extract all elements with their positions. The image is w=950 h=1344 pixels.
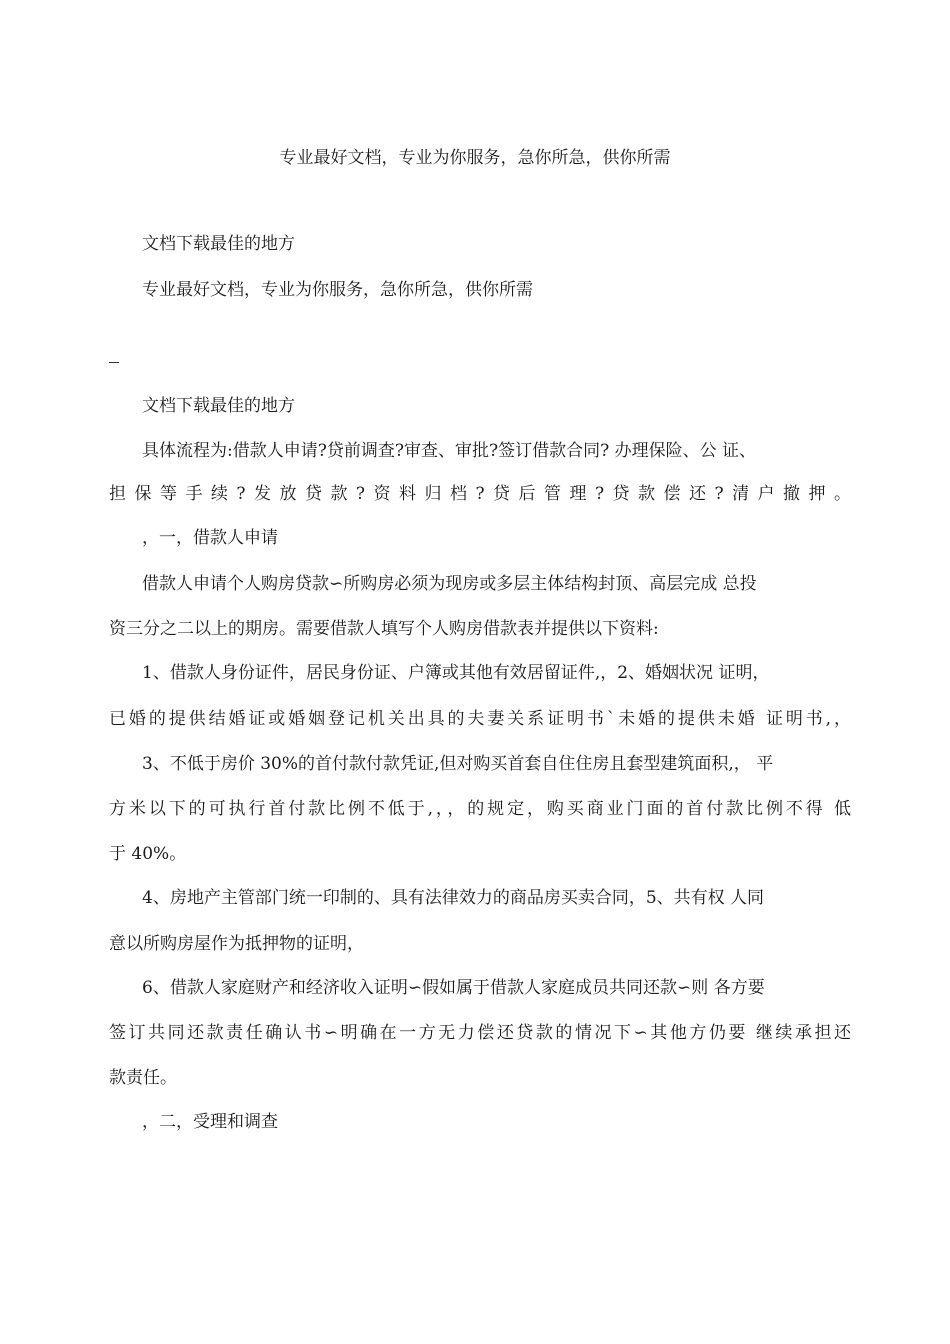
paragraph-line: 3、不低于房价 30%的首付款付款凭证,但对购买首套自住住房且套型建筑面积,， 平 — [142, 754, 774, 774]
paragraph-line: 方米以下的可执行首付款比例不低于,，，的规定，购买商业门面的首付款比例不得 低 — [109, 799, 851, 819]
paragraph-line: 意以所购房屋作为抵押物的证明， — [109, 934, 364, 954]
paragraph-line: 款责任。 — [109, 1068, 177, 1088]
page-header: 专业最好文档，专业为你服务，急你所急，供你所需 — [279, 148, 671, 168]
section-heading: ，一，借款人申请 — [142, 528, 278, 548]
slogan-line: 专业最好文档，专业为你服务，急你所急，供你所需 — [142, 280, 533, 300]
paragraph-line: 具体流程为:借款人申请?贷前调查?审查、审批?签订借款合同? 办理保险、公 证、 — [142, 441, 756, 461]
paragraph-line: 签订共同还款责任确认书∽明确在一方无力偿还贷款的情况下∽其他方仍要 继续承担还 — [109, 1023, 851, 1043]
paragraph-line: 已婚的提供结婚证或婚姻登记机关出具的夫妻关系证明书ˋ未婚的提供未婚 证明书,， — [109, 709, 851, 729]
section-heading: ，二，受理和调查 — [142, 1112, 278, 1132]
site-line: 文档下载最佳的地方 — [142, 234, 295, 254]
paragraph-line: 担保等手续?发放贷款?资料归档?贷后管理?贷款偿还?清户撤押。 — [109, 484, 851, 504]
site-line-2: 文档下载最佳的地方 — [142, 396, 295, 416]
paragraph-line: 借款人申请个人购房贷款∽所购房必须为现房或多层主体结构封顶、高层完成 总投 — [142, 574, 757, 594]
paragraph-line: 资三分之二以上的期房。需要借款人填写个人购房借款表并提供以下资料: — [109, 619, 659, 639]
paragraph-line: 于 40%。 — [109, 844, 187, 864]
paragraph-line: 6、借款人家庭财产和经济收入证明∽假如属于借款人家庭成员共同还款∽则 各方要 — [142, 978, 765, 998]
paragraph-line: 1、借款人身份证件，居民身份证、户簿或其他有效居留证件,，2、婚姻状况 证明， — [142, 663, 770, 683]
separator-dash — [109, 362, 119, 363]
paragraph-line: 4、房地产主管部门统一印制的、具有法律效力的商品房买卖合同，5、共有权 人同 — [142, 888, 765, 908]
